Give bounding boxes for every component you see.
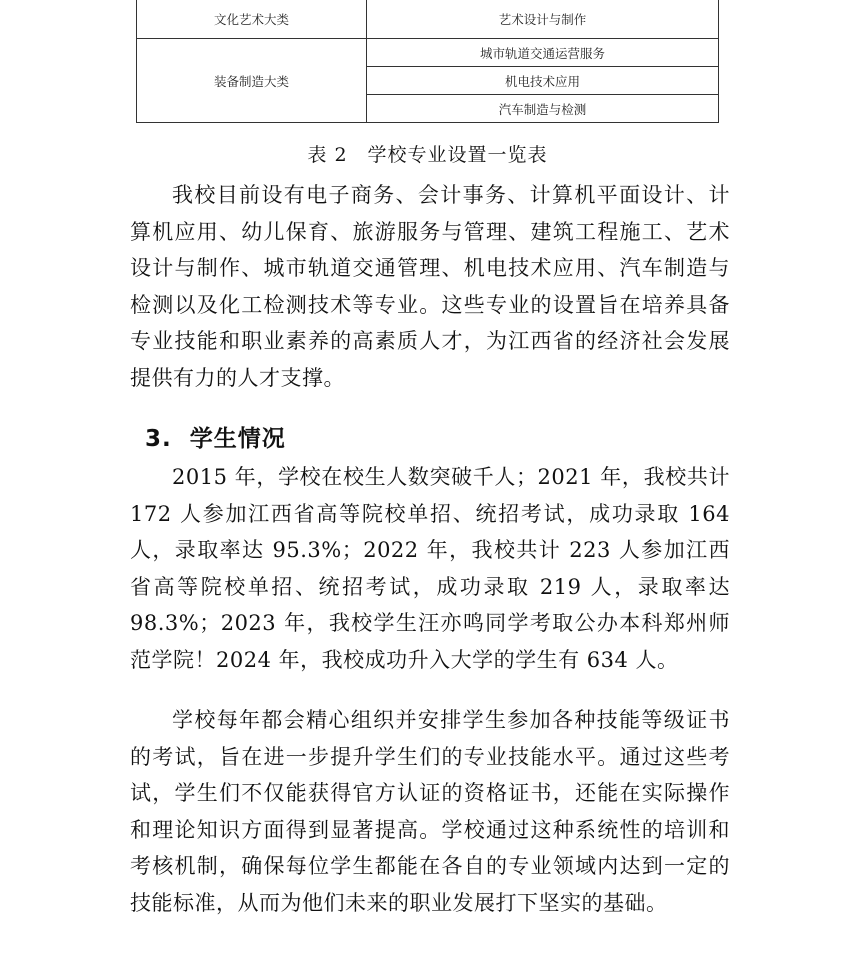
category-cell: 文化艺术大类	[137, 0, 367, 39]
majors-table	[136, 0, 719, 123]
section-title: 学生情况	[189, 426, 286, 452]
exams-paragraph: 学校每年都会精心组织并安排学生参加各种技能等级证书的考试，旨在进一步提升学生们的专业技能水平。通过这些考试，学生们不仅能获得官方认证的资格证书，还能在实际操作和理论知识方面得到显著提高。学校通过这种系统性的培训和考核机制，确保每位学生都能在各自的专业领域内达到一定的技能标准，从而为他们未来的职业发展打下坚实的基础。	[130, 708, 730, 915]
section-heading	[145, 420, 286, 453]
major-cell: 城市轨道交通运营服务	[367, 39, 719, 67]
table-row	[137, 0, 719, 39]
students-paragraph: 2015 年，学校在校生人数突破千人；2021 年，我校共计 172 人参加江西省高等院校单招、统招考试，成功录取 164 人，录取率达 95.3%；2022 年，我校共计 223 人参加江西省高等院校单招、统招考试，成功录取 219 人，录取率达 98.3%；2023 年，我校学生汪亦鸣同学考取公办本科郑州师范学院！2024 年，我校成功升入大学的学生有 634 人。	[130, 465, 730, 672]
section-number: 3.	[145, 426, 172, 452]
intro-paragraph: 我校目前设有电子商务、会计事务、计算机平面设计、计算机应用、幼儿保育、旅游服务与管理、建筑工程施工、艺术设计与制作、城市轨道交通管理、机电技术应用、汽车制造与检测以及化工检测技术等专业。这些专业的设置旨在培养具备专业技能和职业素养的高素质人才，为江西省的经济社会发展提供有力的人才支撑。	[130, 183, 730, 390]
table-row	[137, 39, 719, 67]
major-cell: 汽车制造与检测	[367, 95, 719, 123]
major-cell: 机电技术应用	[367, 67, 719, 95]
table-caption: 表 2 学校专业设置一览表	[307, 144, 548, 166]
major-cell: 艺术设计与制作	[367, 0, 719, 39]
category-cell: 装备制造大类	[137, 39, 367, 123]
